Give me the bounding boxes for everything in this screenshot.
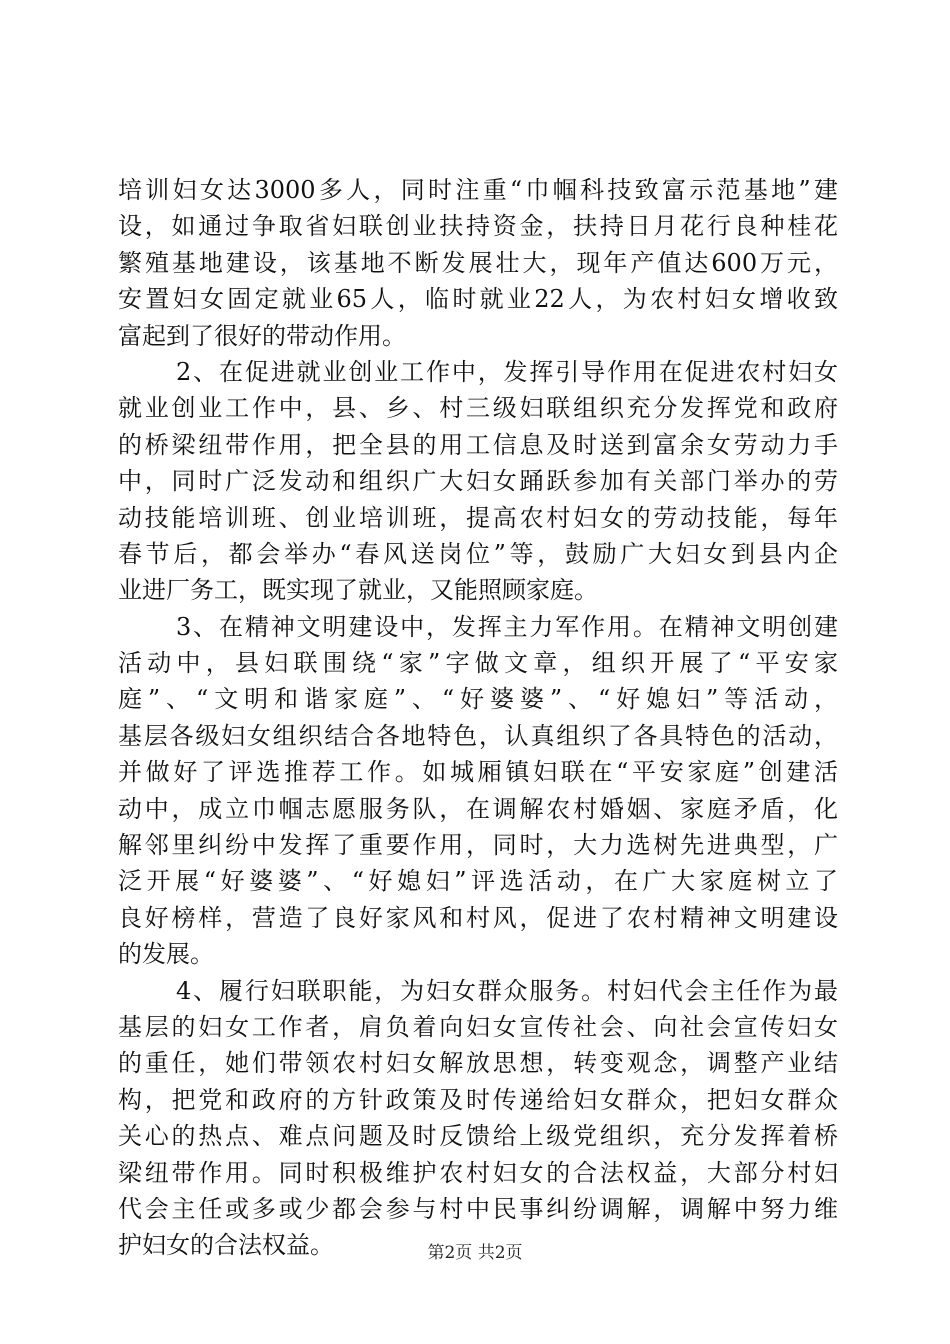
text-line: 基层各级妇女组织结合各地特色，认真组织了各具特色的活动，	[118, 721, 838, 750]
text-line: 春节后，都会举办“春风送岗位”等，鼓励广大妇女到县内企	[118, 539, 838, 568]
text-line: 培训妇女达3000多人，同时注重“巾帼科技致富示范基地”建	[118, 176, 838, 204]
text-line: 庭”、“文明和谐家庭”、“好婆婆”、“好媳妇”等活动，	[118, 685, 838, 714]
text-line: 繁殖基地建设，该基地不断发展壮大，现年产值达600万元，	[118, 248, 838, 277]
text-line: 活动中，县妇联围绕“家”字做文章，组织开展了“平安家	[118, 649, 838, 678]
text-line: 业进厂务工，既实现了就业，又能照顾家庭。	[118, 576, 598, 605]
text-line: 构，把党和政府的方针政策及时传递给妇女群众，把妇女群众	[118, 1085, 838, 1114]
text-line: 解邻里纠纷中发挥了重要作用，同时，大力选树先进典型，广	[118, 831, 838, 860]
text-line: 梁纽带作用。同时积极维护农村妇女的合法权益，大部分村妇	[118, 1158, 838, 1187]
page-footer: 第2页 共2页	[427, 1243, 523, 1263]
text-line: 动中，成立巾帼志愿服务队，在调解农村婚姻、家庭矛盾，化	[118, 794, 838, 823]
text-line: 关心的热点、难点问题及时反馈给上级党组织，充分发挥着桥	[118, 1122, 838, 1151]
text-line: 安置妇女固定就业65人，临时就业22人，为农村妇女增收致	[118, 285, 838, 314]
text-line: 护妇女的合法权益。	[118, 1231, 334, 1260]
text-line: 的重任，她们带领农村妇女解放思想，转变观念，调整产业结	[118, 1049, 838, 1078]
paragraph-start-line: 3、在精神文明建设中，发挥主力军作用。在精神文明创建	[176, 612, 838, 641]
text-line: 中，同时广泛发动和组织广大妇女踊跃参加有关部门举办的劳	[118, 467, 838, 496]
text-line: 良好榜样，营造了良好家风和村风，促进了农村精神文明建设	[118, 903, 838, 932]
text-line: 富起到了很好的带动作用。	[118, 321, 406, 350]
text-line: 基层的妇女工作者，肩负着向妇女宣传社会、向社会宣传妇女	[118, 1012, 838, 1041]
paragraph-start-line: 4、履行妇联职能，为妇女群众服务。村妇代会主任作为最	[176, 976, 838, 1005]
text-line: 并做好了评选推荐工作。如城厢镇妇联在“平安家庭”创建活	[118, 758, 838, 787]
text-line: 设，如通过争取省妇联创业扶持资金，扶持日月花行良种桂花	[118, 212, 838, 241]
text-line: 就业创业工作中，县、乡、村三级妇联组织充分发挥党和政府	[118, 394, 838, 423]
paragraph-start-line: 2、在促进就业创业工作中，发挥引导作用在促进农村妇女	[176, 357, 838, 386]
text-line: 的发展。	[118, 940, 214, 969]
text-line: 动技能培训班、创业培训班，提高农村妇女的劳动技能，每年	[118, 503, 838, 532]
text-line: 代会主任或多或少都会参与村中民事纠纷调解，调解中努力维	[118, 1194, 838, 1223]
text-line: 的桥梁纽带作用，把全县的用工信息及时送到富余女劳动力手	[118, 430, 838, 459]
document-body	[118, 172, 838, 1264]
text-line: 泛开展“好婆婆”、“好媳妇”评选活动，在广大家庭树立了	[118, 867, 838, 896]
